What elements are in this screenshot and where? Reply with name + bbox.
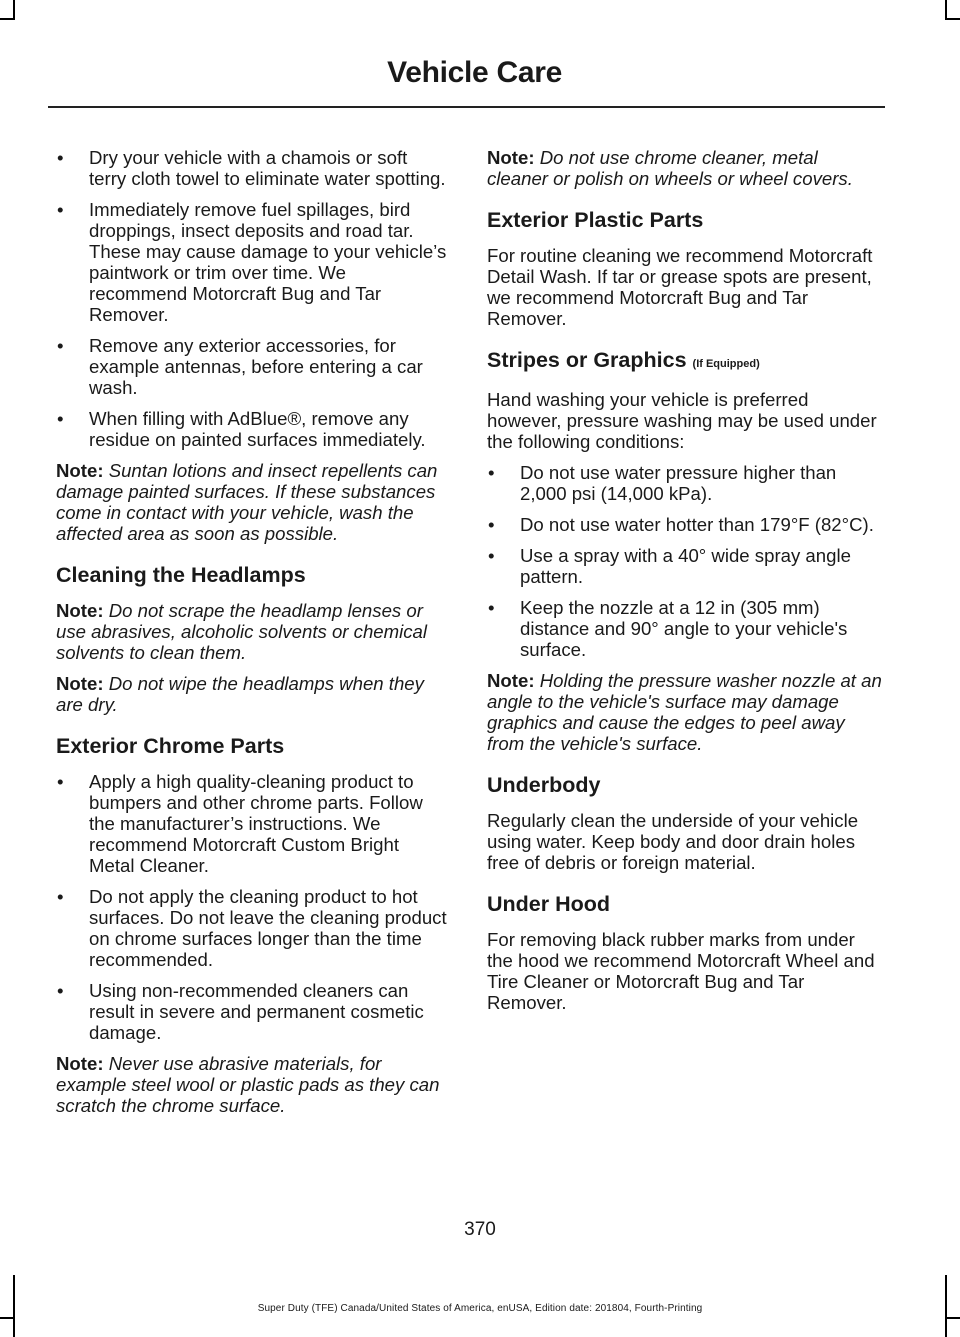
note-label: Note: bbox=[56, 673, 104, 694]
heading-text: Stripes or Graphics bbox=[487, 348, 687, 372]
heading-plastic: Exterior Plastic Parts bbox=[487, 208, 704, 232]
list-item bbox=[487, 514, 883, 535]
heading-stripes bbox=[487, 347, 883, 377]
note bbox=[56, 673, 448, 715]
note bbox=[487, 670, 883, 754]
heading-under-hood: Under Hood bbox=[487, 892, 611, 916]
crop-mark bbox=[0, 1317, 15, 1319]
heading-underbody: Underbody bbox=[487, 773, 601, 797]
list-item bbox=[487, 462, 883, 504]
chrome-list bbox=[56, 771, 448, 1043]
left-column bbox=[56, 147, 448, 1126]
footer-edition-info: Super Duty (TFE) Canada/United States of America, enUSA, Edition date: 201804, Fourth-Printing bbox=[257, 1303, 703, 1314]
bullet: • bbox=[488, 462, 495, 483]
list-item-text: Apply a high quality-cleaning product to bumpers and other chrome parts. Follow the manufacturer’s instructions. We recommend Motorcraft Custom Bright Metal Cleaner. bbox=[89, 771, 423, 876]
bullet: • bbox=[488, 545, 495, 566]
paragraph: For routine cleaning we recommend Motorcraft Detail Wash. If tar or grease spots are present, we recommend Motorcraft Bug and Tar Remover. bbox=[487, 245, 873, 329]
note-text: Never use abrasive materials, for example steel wool or plastic pads as they can scratch the chrome surface. bbox=[56, 1053, 440, 1116]
bullet: • bbox=[57, 199, 64, 220]
bullet: • bbox=[57, 980, 64, 1001]
list-item bbox=[56, 147, 448, 189]
if-equipped-qualifier: (If Equipped) bbox=[692, 358, 760, 370]
crop-mark bbox=[945, 1317, 960, 1319]
page-title: Vehicle Care bbox=[387, 56, 562, 89]
note bbox=[56, 600, 448, 663]
note-text: Suntan lotions and insect repellents can damage painted surfaces. If these substances come in contact with your vehicle, wash the affected area as soon as possible. bbox=[56, 460, 438, 544]
list-item-text: Do not use water pressure higher than 2,000 psi (14,000 kPa). bbox=[520, 462, 837, 504]
list-item bbox=[56, 408, 448, 450]
list-item bbox=[56, 980, 448, 1043]
crop-mark bbox=[945, 0, 947, 20]
list-item bbox=[56, 199, 448, 325]
list-item-text: Immediately remove fuel spillages, bird droppings, insect deposits and road tar. These may cause damage to your vehicle’s paintwork or trim over time. We recommend Motorcraft Bug and Tar Remover. bbox=[89, 199, 447, 325]
crop-mark bbox=[0, 18, 15, 20]
list-item bbox=[56, 335, 448, 398]
crop-mark bbox=[13, 0, 15, 20]
bullet: • bbox=[57, 886, 64, 907]
list-item-text: Keep the nozzle at a 12 in (305 mm) distance and 90° angle to your vehicle's surface. bbox=[520, 597, 848, 660]
note-text: Holding the pressure washer nozzle at an angle to the vehicle's surface may damage graphics and cause the edges to peel away from the vehicle's surface. bbox=[487, 670, 882, 754]
list-item-text: Using non-recommended cleaners can result in severe and permanent cosmetic damage. bbox=[89, 980, 424, 1043]
header-divider bbox=[48, 106, 885, 108]
list-item-text: Do not apply the cleaning product to hot surfaces. Do not leave the cleaning product on chrome surfaces longer than the time recommended. bbox=[89, 886, 447, 970]
list-item bbox=[487, 597, 883, 660]
bullet: • bbox=[488, 597, 495, 618]
note-text: Do not use chrome cleaner, metal cleaner or polish on wheels or wheel covers. bbox=[487, 147, 853, 189]
note bbox=[487, 147, 883, 189]
note-text: Do not wipe the headlamps when they are dry. bbox=[56, 673, 424, 715]
note-label: Note: bbox=[487, 670, 535, 691]
paragraph: For removing black rubber marks from under the hood we recommend Motorcraft Wheel and Tire Cleaner or Motorcraft Bug and Tar Remover. bbox=[487, 929, 875, 1013]
list-item bbox=[56, 886, 448, 970]
bullet: • bbox=[57, 771, 64, 792]
note-label: Note: bbox=[56, 460, 104, 481]
list-item-text: Dry your vehicle with a chamois or soft terry cloth towel to eliminate water spotting. bbox=[89, 147, 446, 189]
bullet: • bbox=[57, 147, 64, 168]
right-column bbox=[487, 147, 883, 1023]
wash-tips-list bbox=[56, 147, 448, 450]
list-item-text: Remove any exterior accessories, for example antennas, before entering a car wash. bbox=[89, 335, 423, 398]
note-text: Do not scrape the headlamp lenses or use abrasives, alcoholic solvents or chemical solvents to clean them. bbox=[56, 600, 428, 663]
bullet: • bbox=[57, 335, 64, 356]
paragraph: Regularly clean the underside of your vehicle using water. Keep body and door drain holes free of debris or foreign material. bbox=[487, 810, 859, 873]
list-item-text: Use a spray with a 40° wide spray angle pattern. bbox=[520, 545, 851, 587]
bullet: • bbox=[488, 514, 495, 535]
pressure-wash-list bbox=[487, 462, 883, 660]
note bbox=[56, 1053, 448, 1116]
note-label: Note: bbox=[487, 147, 535, 168]
page-number: 370 bbox=[464, 1219, 496, 1240]
list-item-text: When filling with AdBlue®, remove any residue on painted surfaces immediately. bbox=[89, 408, 426, 450]
list-item bbox=[56, 771, 448, 876]
paragraph: Hand washing your vehicle is preferred however, pressure washing may be used under the following conditions: bbox=[487, 389, 877, 452]
note-label: Note: bbox=[56, 1053, 104, 1074]
crop-mark bbox=[945, 18, 960, 20]
list-item bbox=[487, 545, 883, 587]
heading-chrome: Exterior Chrome Parts bbox=[56, 734, 285, 758]
bullet: • bbox=[57, 408, 64, 429]
heading-headlamps: Cleaning the Headlamps bbox=[56, 563, 306, 587]
list-item-text: Do not use water hotter than 179°F (82°C). bbox=[520, 514, 874, 535]
note-label: Note: bbox=[56, 600, 104, 621]
note bbox=[56, 460, 448, 544]
